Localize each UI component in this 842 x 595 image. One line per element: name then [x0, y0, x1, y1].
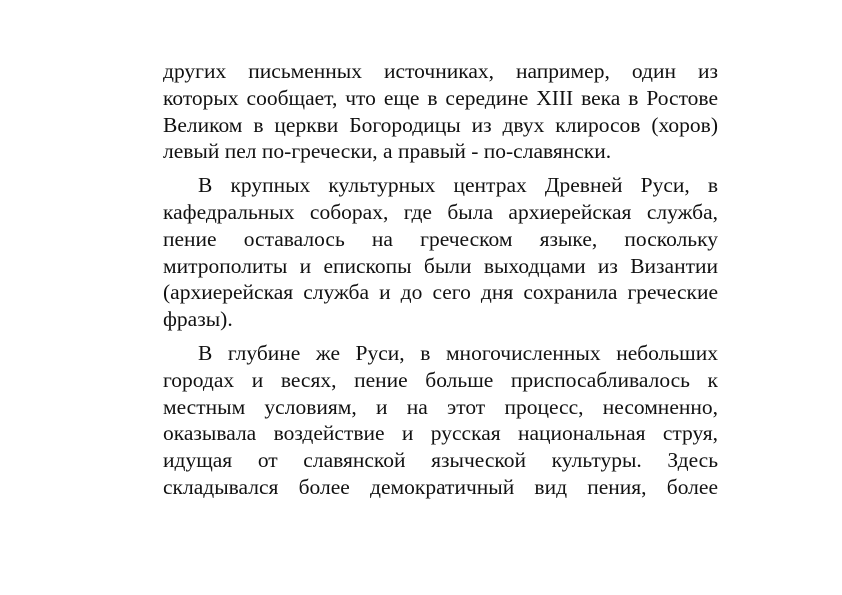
paragraph-2	[163, 172, 718, 333]
text-line: кафедральных соборах, где была архиерейская служба,	[163, 199, 718, 224]
body-text	[163, 58, 718, 508]
text-line: левый пел по-гречески, а правый - по-славянски.	[163, 139, 612, 164]
paragraph-1	[163, 58, 718, 165]
text-line: идущая от славянской языческой культуры. Здесь	[163, 448, 718, 473]
text-line: митрополиты и епископы были выходцами из Византии	[163, 253, 718, 278]
text-line: фразы).	[163, 307, 233, 332]
paragraph-3	[163, 340, 718, 501]
text-line: Великом в церкви Богородицы из двух клиросов (хоров)	[163, 112, 718, 137]
text-line: которых сообщает, что еще в середине XIII века в Ростове	[163, 85, 718, 110]
text-line: пение оставалось на греческом языке, поскольку	[163, 226, 718, 251]
text-line: местным условиям, и на этот процесс, несомненно,	[163, 394, 718, 419]
text-line: В крупных культурных центрах Древней Руси, в	[198, 173, 718, 198]
text-line: оказывала воздействие и русская национальная струя,	[163, 421, 718, 446]
text-line: городах и весях, пение больше приспосабливалось к	[163, 367, 718, 392]
text-line: других письменных источниках, например, один из	[163, 59, 718, 83]
text-line: (архиерейская служба и до сего дня сохранила греческие	[163, 280, 718, 305]
text-line: складывался более демократичный вид пения, более	[163, 474, 718, 499]
text-line: В глубине же Руси, в многочисленных небольших	[198, 340, 718, 365]
